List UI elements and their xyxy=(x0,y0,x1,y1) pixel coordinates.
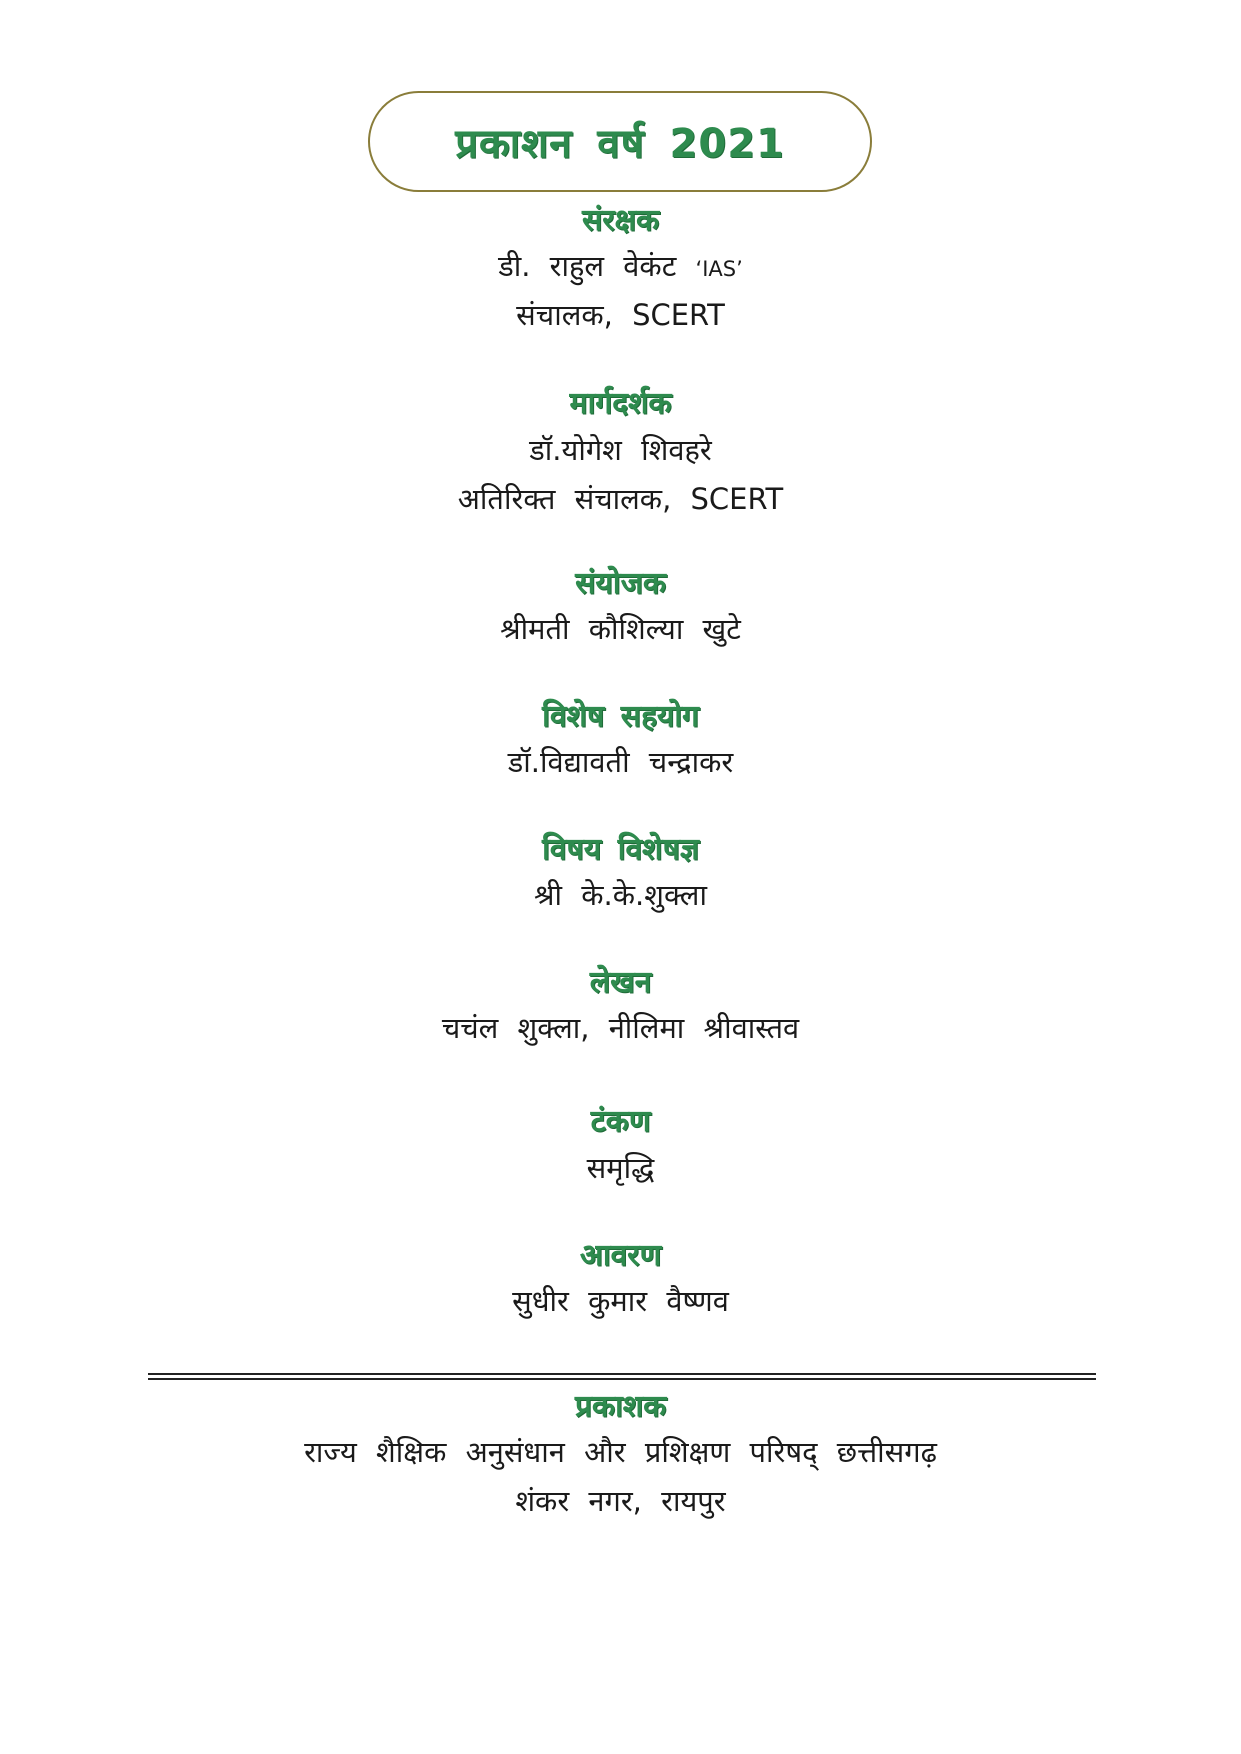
patron-heading: संरक्षक xyxy=(581,203,660,238)
publisher-address: शंकर नगर, रायपुर xyxy=(515,1484,726,1518)
patron-name xyxy=(0,246,1241,285)
typing-name: समृद्धि xyxy=(586,1151,655,1185)
guide-heading: मार्गदर्शक xyxy=(569,386,672,421)
divider-bottom-line xyxy=(148,1378,1096,1380)
special-support-name: डॉ.विद्यावती चन्द्राकर xyxy=(507,745,734,779)
cover-name: सुधीर कुमार वैष्णव xyxy=(512,1284,729,1318)
special-support-heading: विशेष सहयोग xyxy=(542,699,699,734)
cover-heading: आवरण xyxy=(579,1238,662,1273)
divider-top-line xyxy=(148,1373,1096,1375)
publication-year-text: प्रकाशन वर्ष 2021 xyxy=(455,121,785,167)
subject-expert-heading: विषय विशेषज्ञ xyxy=(541,832,700,867)
publisher-org: राज्य शैक्षिक अनुसंधान और प्रशिक्षण परिषद् छत्तीसगढ़ xyxy=(304,1435,937,1469)
coordinator-name: श्रीमती कौशिल्या खुटे xyxy=(500,612,741,646)
typing-heading: टंकण xyxy=(590,1104,651,1139)
coordinator-heading: संयोजक xyxy=(575,566,666,601)
guide-designation: अतिरिक्त संचालक, SCERT xyxy=(457,482,784,516)
patron-designation: संचालक, SCERT xyxy=(516,298,725,332)
writing-names: चचंल शुक्ला, नीलिमा श्रीवास्तव xyxy=(441,1011,800,1045)
publication-year-badge xyxy=(368,91,872,192)
patron-name-suffix: ‘IAS’ xyxy=(695,257,743,281)
publisher-heading: प्रकाशक xyxy=(574,1389,667,1424)
subject-expert-name: श्री के.के.शुक्ला xyxy=(534,878,707,912)
guide-name: डॉ.योगेश शिवहरे xyxy=(529,433,712,467)
writing-heading: लेखन xyxy=(589,965,652,1000)
patron-name-main: डी. राहुल वेकंट xyxy=(498,249,677,283)
